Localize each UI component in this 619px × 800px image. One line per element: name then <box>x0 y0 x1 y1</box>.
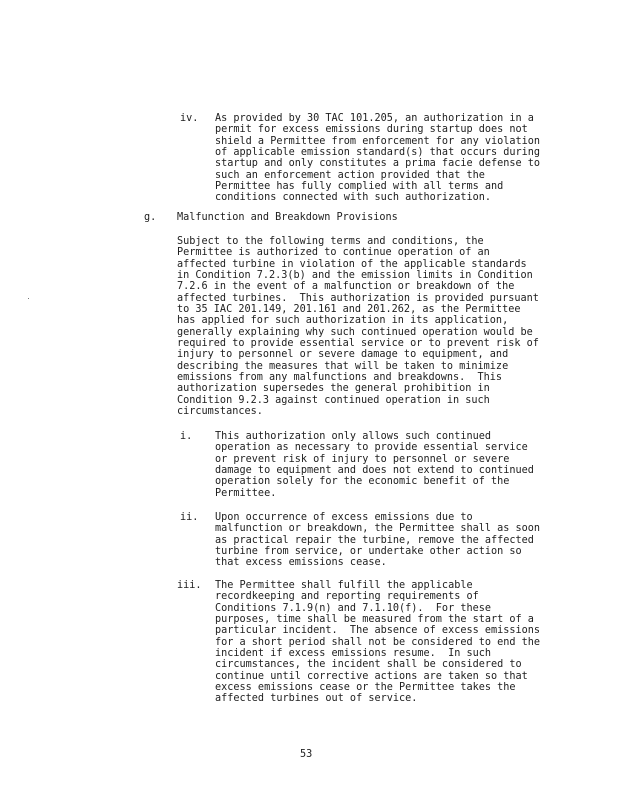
item-ii-line: as practical repair the turbine, remove the affected <box>215 534 534 546</box>
item-iii-line: The Permittee shall fulfill the applicable <box>215 580 473 591</box>
paragraph-line: to 35 IAC 201.149, 201.161 and 201.262, as the Permittee <box>177 304 521 316</box>
section-g-marker: g. <box>144 212 157 223</box>
paragraph-line: circumstances. <box>177 406 263 418</box>
paragraph-line: emissions from any malfunctions and breakdowns. This <box>177 372 503 384</box>
item-iii-line: continue until corrective actions are taken so that <box>215 670 528 682</box>
item-i-text <box>215 431 534 499</box>
item-iii-line: incident if excess emissions resume. In such <box>215 648 492 660</box>
item-iv-text <box>215 113 540 204</box>
paragraph-line: affected turbine in violation of the applicable standards <box>177 258 527 270</box>
scan-speck <box>28 298 29 299</box>
item-iii-line: Conditions 7.1.9(n) and 7.1.10(f). For these <box>215 602 492 614</box>
item-ii-line: that excess emissions cease. <box>215 557 387 569</box>
item-ii-line: Upon occurrence of excess emissions due to <box>215 512 473 523</box>
item-iii-line: affected turbines out of service. <box>215 693 418 705</box>
paragraph-line: describing the measures that will be taken to minimize <box>177 360 509 372</box>
item-iii-line: particular incident. The absence of excess emissions <box>215 625 541 637</box>
item-iii-line: recordkeeping and reporting requirements of <box>215 591 479 603</box>
item-iv-line: of applicable emission standard(s) that occurs during <box>215 147 541 159</box>
paragraph-line: authorization supersedes the general prohibition in <box>177 383 490 395</box>
paragraph-line: Condition 9.2.3 against continued operation in such <box>177 394 490 406</box>
item-iv-marker: iv. <box>180 113 199 124</box>
item-i-line: damage to equipment and does not extend to continued <box>215 465 534 477</box>
item-iv-line: As provided by 30 TAC 101.205, an authorization in a <box>215 113 534 124</box>
item-iv-line: Permittee has fully complied with all terms and <box>215 181 504 193</box>
paragraph-line: has applied for such authorization in its application, <box>177 315 509 327</box>
item-iii-text <box>215 580 540 705</box>
item-i-line: Permittee. <box>215 487 277 499</box>
page-number: 53 <box>300 749 313 760</box>
item-iv-line: startup and only constitutes a prima facie defense to <box>215 158 541 170</box>
item-i-line: or prevent risk of injury to personnel or severe <box>215 453 510 465</box>
item-iv-line: shield a Permittee from enforcement for any violation <box>215 135 541 147</box>
item-i-marker: i. <box>180 431 193 442</box>
item-ii-text <box>215 512 540 569</box>
paragraph-line: Permittee is authorized to continue operation of an <box>177 247 490 259</box>
section-g-paragraph <box>177 236 539 418</box>
paragraph-line: in Condition 7.2.3(b) and the emission limits in Condition <box>177 270 533 282</box>
item-iii-line: for a short period shall not be considered to end the <box>215 636 541 648</box>
paragraph-line: 7.2.6 in the event of a malfunction or breakdown of the <box>177 281 515 293</box>
paragraph-line: affected turbines. This authorization is provided pursuant <box>177 292 539 304</box>
item-i-line: operation solely for the economic benefit of the <box>215 476 510 488</box>
item-iii-marker: iii. <box>177 580 202 591</box>
item-iii-line: purposes, time shall be measured from the start of a <box>215 614 534 626</box>
paragraph-line: generally explaining why such continued operation would be <box>177 326 533 338</box>
paragraph-line: injury to personnel or severe damage to equipment, and <box>177 349 509 361</box>
item-iv-line: such an enforcement action provided that the <box>215 169 485 181</box>
item-i-line: operation as necessary to provide essential service <box>215 442 528 454</box>
section-g-heading: Malfunction and Breakdown Provisions <box>177 212 398 223</box>
item-i-line: This authorization only allows such continued <box>215 431 492 442</box>
item-iv-line: conditions connected with such authorization. <box>215 192 492 204</box>
item-iv-line: permit for excess emissions during startup does not <box>215 124 528 136</box>
item-iii-line: excess emissions cease or the Permittee takes the <box>215 682 516 694</box>
item-ii-line: malfunction or breakdown, the Permittee shall as soon <box>215 523 541 535</box>
item-iii-line: circumstances, the incident shall be considered to <box>215 659 522 671</box>
item-ii-marker: ii. <box>180 512 199 523</box>
paragraph-line: required to provide essential service or to prevent risk of <box>177 338 539 350</box>
paragraph-line: Subject to the following terms and conditions, the <box>177 236 484 247</box>
item-ii-line: turbine from service, or undertake other action so <box>215 546 522 558</box>
